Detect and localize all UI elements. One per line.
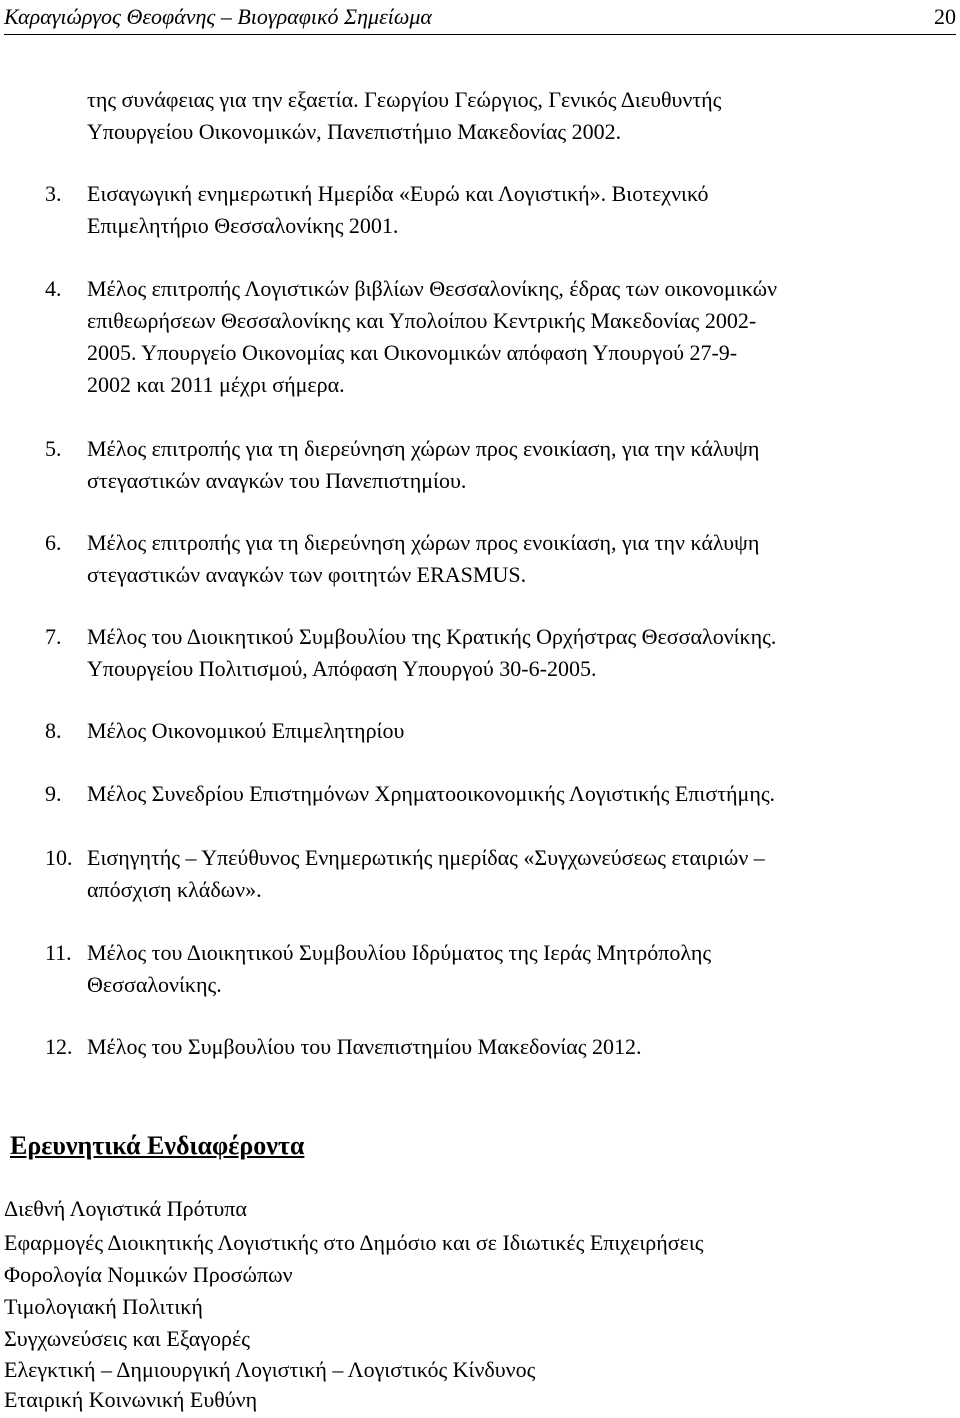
item-number: 7. xyxy=(45,624,62,649)
item-number: 10. xyxy=(45,845,73,870)
item-line: απόσχιση κλάδων». xyxy=(87,877,262,902)
header-title: Καραγιώργος Θεοφάνης – Βιογραφικό Σημείωμα xyxy=(4,4,432,29)
list-item xyxy=(45,715,945,747)
list-item xyxy=(45,937,945,1001)
list-item xyxy=(45,178,945,242)
item-line: Επιμελητήριο Θεσσαλονίκης 2001. xyxy=(87,213,399,238)
item-number: 9. xyxy=(45,781,62,806)
list-item xyxy=(45,778,945,810)
item-number: 6. xyxy=(45,530,62,555)
item-line: Μέλος επιτροπής Λογιστικών βιβλίων Θεσσαλονίκης, έδρας των οικονομικών xyxy=(87,276,778,301)
research-interest: Συγχωνεύσεις και Εξαγορές xyxy=(4,1326,250,1351)
list-item xyxy=(45,842,945,906)
item-line: Μέλος του Διοικητικού Συμβουλίου της Κρατικής Ορχήστρας Θεσσαλονίκης. xyxy=(87,624,777,649)
list-item xyxy=(45,273,945,401)
item-line: Θεσσαλονίκης. xyxy=(87,972,222,997)
item-line: στεγαστικών αναγκών του Πανεπιστημίου. xyxy=(87,468,467,493)
list-item xyxy=(45,621,945,685)
item-line: επιθεωρήσεων Θεσσαλονίκης και Υπολοίπου Κεντρικής Μακεδονίας 2002- xyxy=(87,308,757,333)
item-line: 2005. Υπουργείο Οικονομίας και Οικονομικών απόφαση Υπουργού 27-9- xyxy=(87,340,738,365)
item-line: Μέλος Οικονομικού Επιμελητηρίου xyxy=(87,718,405,743)
item-line: Υπουργείου Πολιτισμού, Απόφαση Υπουργού 30-6-2005. xyxy=(87,656,597,681)
item-line: στεγαστικών αναγκών των φοιτητών ERASMUS. xyxy=(87,562,527,587)
item-number: 11. xyxy=(45,940,72,965)
research-interest: Εφαρμογές Διοικητικής Λογιστικής στο Δημόσιο και σε Ιδιωτικές Επιχειρήσεις xyxy=(4,1230,704,1255)
item-line: Μέλος επιτροπής για τη διερεύνηση χώρων προς ενοικίαση, για την κάλυψη xyxy=(87,530,760,555)
item-number: 8. xyxy=(45,718,62,743)
item-line: Μέλος του Συμβουλίου του Πανεπιστημίου Μακεδονίας 2012. xyxy=(87,1034,642,1059)
list-item xyxy=(45,433,945,497)
item-line: της συνάφειας για την εξαετία. Γεωργίου Γεώργιος, Γενικός Διευθυντής xyxy=(87,87,722,112)
research-interest: Φορολογία Νομικών Προσώπων xyxy=(4,1262,293,1287)
research-interest: Ελεγκτική – Δημιουργική Λογιστική – Λογιστικός Κίνδυνος xyxy=(4,1357,536,1382)
item-line: Μέλος επιτροπής για τη διερεύνηση χώρων προς ενοικίαση, για την κάλυψη xyxy=(87,436,760,461)
page-number: 20 xyxy=(934,4,956,29)
research-interest: Τιμολογιακή Πολιτική xyxy=(4,1294,203,1319)
item-line: Μέλος Συνεδρίου Επιστημόνων Χρηματοοικονομικής Λογιστικής Επιστήμης. xyxy=(87,781,776,806)
research-interest: Εταιρική Κοινωνική Ευθύνη xyxy=(4,1387,258,1412)
item-number: 4. xyxy=(45,276,62,301)
research-interest: Διεθνή Λογιστικά Πρότυπα xyxy=(4,1196,247,1221)
item-line: Εισαγωγική ενημερωτική Ημερίδα «Ευρώ και Λογιστική». Βιοτεχνικό xyxy=(87,181,709,206)
item-line: Μέλος του Διοικητικού Συμβουλίου Ιδρύματος της Ιεράς Μητρόπολης xyxy=(87,940,712,965)
item-line: 2002 και 2011 μέχρι σήμερα. xyxy=(87,372,345,397)
page-header xyxy=(4,0,956,35)
list-item xyxy=(45,1031,945,1063)
section-heading-research: Ερευνητικά Ενδιαφέροντα xyxy=(10,1131,305,1160)
list-item-continuation xyxy=(45,84,945,148)
list-item xyxy=(45,527,945,591)
item-line: Υπουργείου Οικονομικών, Πανεπιστήμιο Μακεδονίας 2002. xyxy=(87,119,622,144)
item-line: Εισηγητής – Υπεύθυνος Ενημερωτικής ημερίδας «Συγχωνεύσεως εταιριών – xyxy=(87,845,765,870)
item-number: 12. xyxy=(45,1034,73,1059)
item-number: 3. xyxy=(45,181,62,206)
item-number: 5. xyxy=(45,436,62,461)
